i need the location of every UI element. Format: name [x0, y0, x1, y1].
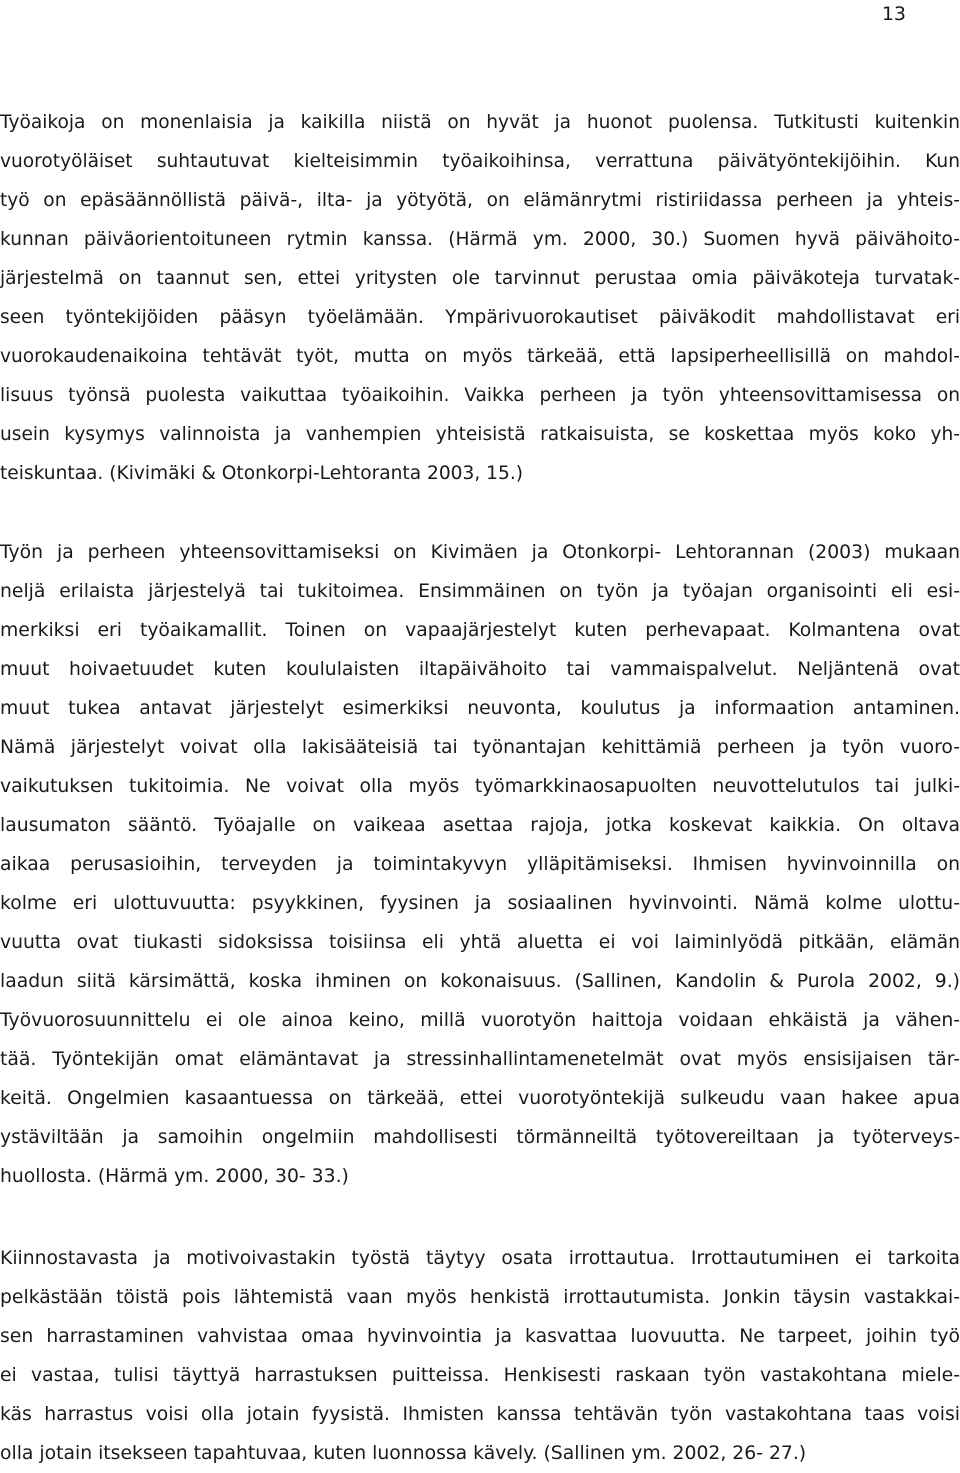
paragraph-3 [0, 1239, 960, 1473]
text-line: muut tukea antavat järjestelyt esimerkiksi neuvonta, koulutus ja informaation antaminen. [0, 698, 960, 719]
text-line: Työaikoja on monenlaisia ja kaikilla niistä on hyvät ja huonot puolensa. Tutkitusti kuitenkin [0, 112, 960, 133]
text-line: tää. Työntekijän omat elämäntavat ja stressinhallintamenetelmät ovat myös ensisijaisen tär- [0, 1049, 960, 1070]
text-line: aikaa perusasioihin, terveyden ja toimintakyvyn ylläpitämiseksi. Ihmisen hyvinvoinnilla on [0, 854, 960, 875]
text-line: pelkästään töistä pois lähtemistä vaan myös henkistä irrottautumista. Jonkin täysin vastakkai- [0, 1287, 960, 1308]
text-line: työ on epäsäännöllistä päivä-, ilta- ja yötyötä, on elämänrytmi ristiriidassa perheen ja yhteis- [0, 190, 960, 211]
paragraph-2 [0, 533, 960, 1196]
text-line: lausumaton sääntö. Työajalle on vaikeaa asettaa rajoja, jotka koskevat kaikkia. On oltava [0, 815, 960, 836]
text-line: muut hoivaetuudet kuten koululaisten iltapäivähoito tai vammaispalvelut. Neljäntenä ovat [0, 659, 960, 680]
text-line: sen harrastaminen vahvistaa omaa hyvinvointia ja kasvattaa luovuutta. Ne tarpeet, joihin työ [0, 1326, 960, 1347]
text-line: laadun siitä kärsimättä, koska ihminen on kokonaisuus. (Sallinen, Kandolin & Purola 2002, 9.) [0, 971, 960, 992]
text-line: neljä erilaista järjestelyä tai tukitoimea. Ensimmäinen on työn ja työajan organisointi eli esi- [0, 581, 960, 602]
text-line: teiskuntaa. (Kivimäki & Otonkorpi-Lehtoranta 2003, 15.) [0, 463, 523, 484]
page-number: 13 [881, 3, 906, 25]
text-line: vuorotyöläiset suhtautuvat kielteisimmin työaikoihinsa, verrattuna päivätyöntekijöihin. Kun [0, 151, 960, 172]
text-line: käs harrastus voisi olla jotain fyysistä. Ihmisten kanssa tehtävän työn vastakohtana taas voisi [0, 1404, 960, 1425]
text-line: olla jotain itsekseen tapahtuvaa, kuten luonnossa kävely. (Sallinen ym. 2002, 26- 27.) [0, 1443, 807, 1464]
text-line: vaikutuksen tukitoimia. Ne voivat olla myös työmarkkinaosapuolten neuvottelutulos tai julki- [0, 776, 960, 797]
text-line: kolme eri ulottuvuutta: psyykkinen, fyysinen ja sosiaalinen hyvinvointi. Nämä kolme ulottu- [0, 893, 960, 914]
text-line: Nämä järjestelyt voivat olla lakisääteisiä tai työnantajan kehittämiä perheen ja työn vuoro- [0, 737, 960, 758]
text-line: vuorokaudenaikoina tehtävät työt, mutta on myös tärkeää, että lapsiperheellisillä on mahdol- [0, 346, 960, 367]
text-line: seen työntekijöiden pääsyn työelämään. Ympärivuorokautiset päiväkodit mahdollistavat eri [0, 307, 960, 328]
text-line: keitä. Ongelmien kasaantuessa on tärkeää, ettei vuorotyöntekijä sulkeudu vaan hakee apua [0, 1088, 960, 1109]
text-line: kunnan päiväorientoituneen rytmin kanssa. (Härmä ym. 2000, 30.) Suomen hyvä päivähoito- [0, 229, 960, 250]
text-line: merkiksi eri työaikamallit. Toinen on vapaajärjestelyt kuten perhevapaat. Kolmantena ovat [0, 620, 960, 641]
text-line: ei vastaa, tulisi täyttyä harrastuksen puitteissa. Henkisesti raskaan työn vastakohtana miele- [0, 1365, 960, 1386]
text-line: Kiinnostavasta ja motivoivastakin työstä täytyy osata irrottautua. Irrottautumінen ei tarkoita [0, 1248, 960, 1269]
text-line: huollosta. (Härmä ym. 2000, 30- 33.) [0, 1166, 349, 1187]
text-line: lisuus työnsä puolesta vaikuttaa työaikoihin. Vaikka perheen ja työn yhteensovittamisessa on [0, 385, 960, 406]
paragraph-1 [0, 103, 960, 493]
text-line: ystäviltään ja samoihin ongelmiin mahdollisesti törmänneiltä työtovereiltaan ja työterveys- [0, 1127, 960, 1148]
text-line: vuutta ovat tiukasti sidoksissa toisiinsa eli yhtä aluetta ei voi laiminlyödä pitkään, elämän [0, 932, 960, 953]
text-line: Työn ja perheen yhteensovittamiseksi on Kivimäen ja Otonkorpi- Lehtorannan (2003) mukaan [0, 542, 960, 563]
text-line: järjestelmä on taannut sen, ettei yritysten ole tarvinnut perustaa omia päiväkoteja turvatak- [0, 268, 960, 289]
text-line: usein kysymys valinnoista ja vanhempien yhteisistä ratkaisuista, se koskettaa myös koko yh- [0, 424, 960, 445]
text-line: Työvuorosuunnittelu ei ole ainoa keino, millä vuorotyön haittoja voidaan ehkäistä ja vähen- [0, 1010, 960, 1031]
